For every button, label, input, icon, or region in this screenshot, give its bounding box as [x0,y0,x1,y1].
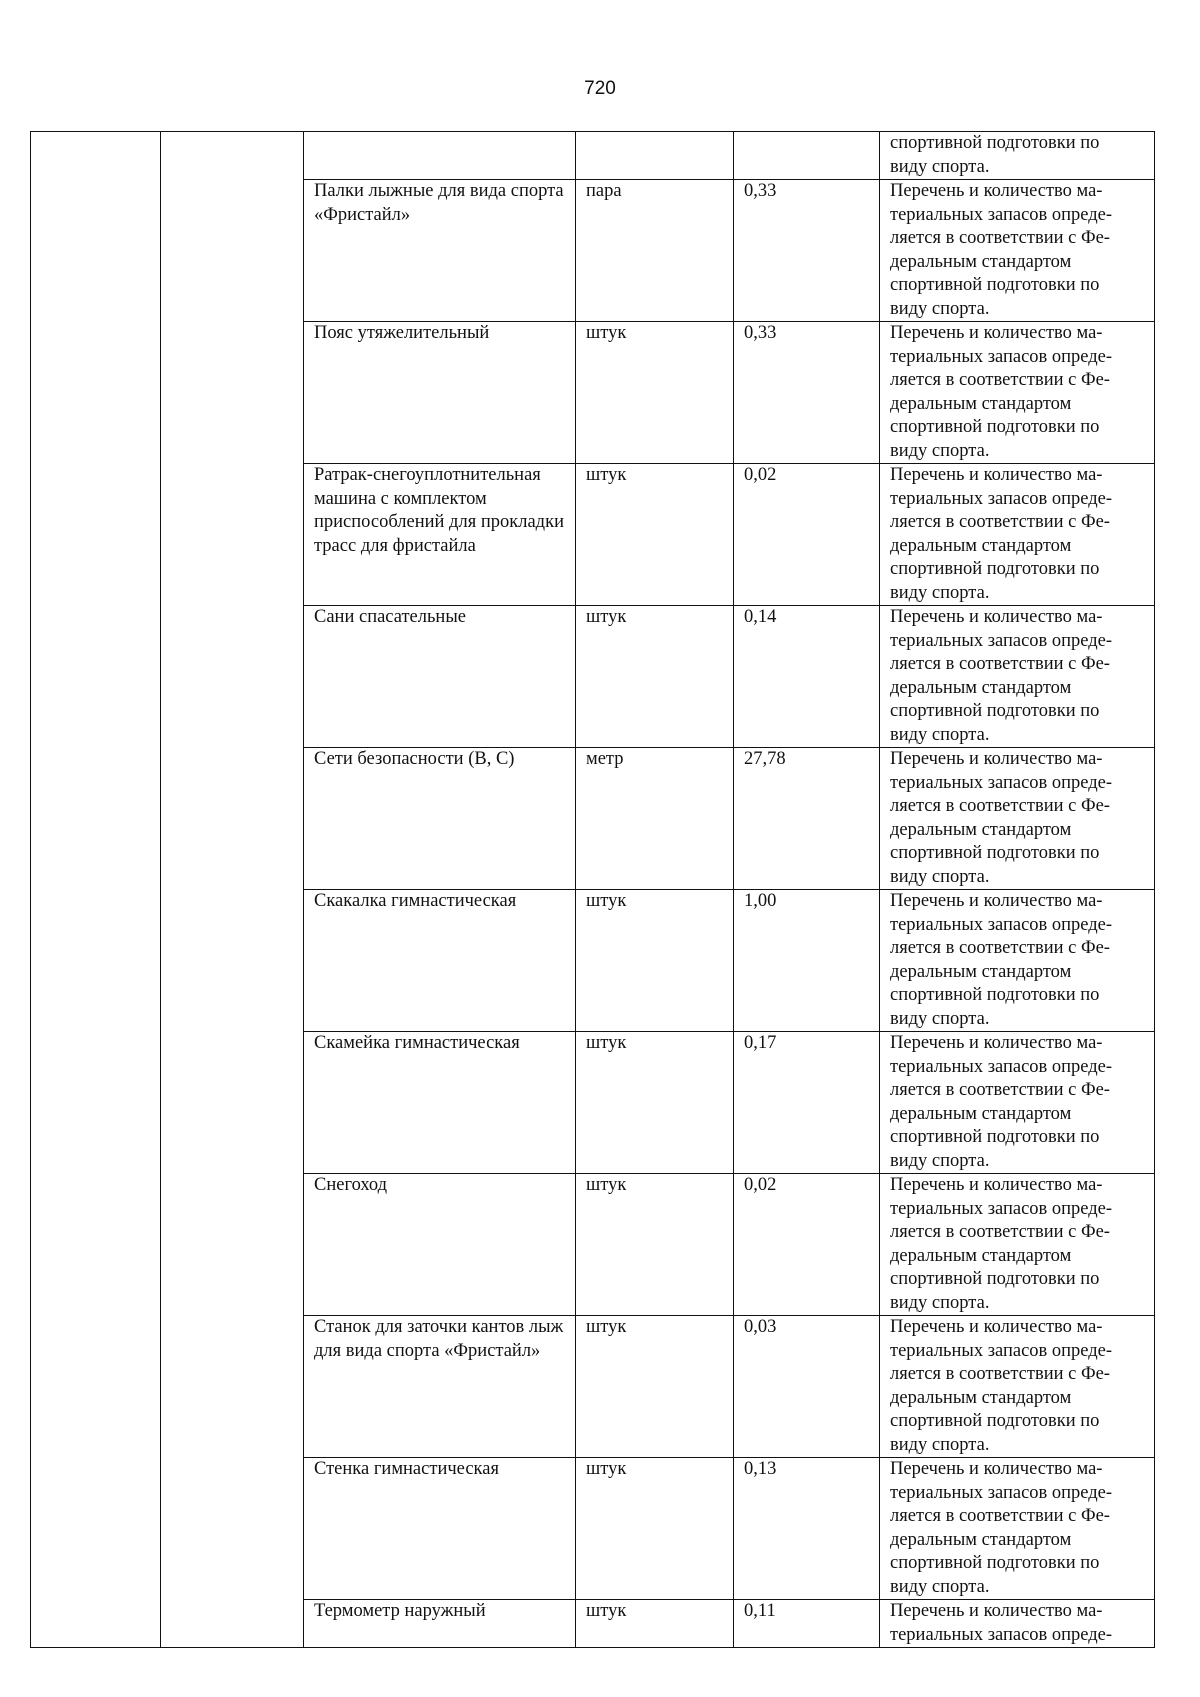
note-line: Перечень и количество ма- [890,1601,1103,1621]
note-line: Перечень и количество ма- [890,181,1103,201]
note-cell [880,1032,1155,1174]
note-line: Перечень и количество ма- [890,1175,1103,1195]
name-cell: Скамейка гимнастическая [304,1032,576,1174]
quantity-cell: 0,14 [734,606,880,748]
note-cell [880,748,1155,890]
name-cell [304,132,576,180]
note-line: ляется в соответствии с Фе- [890,512,1110,532]
equipment-table [30,131,1155,1648]
note-line: виду спорта. [890,582,990,603]
note-cell [880,606,1155,748]
note-line: териальных запасов опреде- [890,772,1113,793]
note-line: спортивной подготовки по [890,843,1100,863]
quantity-cell [734,132,880,180]
quantity-cell: 0,33 [734,180,880,322]
note-line: Перечень и количество ма- [890,465,1103,485]
note-line: ляется в соответствии с Фе- [890,1506,1110,1526]
note-line: териальных запасов опреде- [890,346,1113,367]
unit-cell: штук [576,1032,734,1174]
name-cell: Палки лыжные для вида спорта «Фристайл» [304,180,576,322]
note-line: виду спорта. [890,1150,990,1171]
note-line: спортивной подготовки по [890,1127,1100,1147]
quantity-cell: 27,78 [734,748,880,890]
note-line: териальных запасов опреде- [890,1624,1113,1645]
note-line: ляется в соответствии с Фе- [890,796,1110,816]
note-line: териальных запасов опреде- [890,914,1113,935]
note-line: деральным стандартом [890,393,1072,414]
note-line: Перечень и количество ма- [890,749,1103,769]
note-line: деральным стандартом [890,1387,1072,1408]
note-line: спортивной подготовки по [890,559,1100,579]
note-cell [880,890,1155,1032]
unit-cell: метр [576,748,734,890]
quantity-cell: 1,00 [734,890,880,1032]
quantity-cell: 0,03 [734,1316,880,1458]
note-line: виду спорта. [890,1292,990,1313]
note-line: Перечень и количество ма- [890,1317,1103,1337]
name-cell: Ратрак-снегоуплотнительная машина с комплектом приспособлений для прокладки трасс для фристайла [304,464,576,606]
unit-cell: штук [576,890,734,1032]
unit-cell: штук [576,1458,734,1600]
table-row-continuation [31,132,1155,180]
quantity-cell: 0,13 [734,1458,880,1600]
quantity-cell: 0,11 [734,1600,880,1648]
name-cell: Пояс утяжелительный [304,322,576,464]
note-line: спортивной подготовки по [890,133,1100,153]
table-body [31,132,1155,1648]
note-line: деральным стандартом [890,819,1072,840]
note-line: виду спорта. [890,1008,990,1029]
note-line: Перечень и количество ма- [890,891,1103,911]
unit-cell: штук [576,464,734,606]
note-line: спортивной подготовки по [890,985,1100,1005]
note-line: спортивной подготовки по [890,1411,1100,1431]
note-cell [880,464,1155,606]
note-line: виду спорта. [890,724,990,745]
unit-cell [576,132,734,180]
note-line: Перечень и количество ма- [890,323,1103,343]
note-line: териальных запасов опреде- [890,1340,1113,1361]
name-cell: Скакалка гимнастическая [304,890,576,1032]
quantity-cell: 0,02 [734,464,880,606]
unit-cell: штук [576,606,734,748]
unit-cell: штук [576,1600,734,1648]
note-cell [880,180,1155,322]
quantity-cell: 0,17 [734,1032,880,1174]
merged-column-1 [31,132,161,1648]
note-line: виду спорта. [890,1576,990,1597]
note-line: ляется в соответствии с Фе- [890,938,1110,958]
note-line: спортивной подготовки по [890,417,1100,437]
note-cell [880,1458,1155,1600]
note-line: ляется в соответствии с Фе- [890,370,1110,390]
note-cell [880,1316,1155,1458]
unit-cell: штук [576,1316,734,1458]
note-line: деральным стандартом [890,1103,1072,1124]
note-line: териальных запасов опреде- [890,488,1113,509]
note-line: деральным стандартом [890,961,1072,982]
note-line: виду спорта. [890,298,990,319]
note-cell [880,322,1155,464]
note-line: спортивной подготовки по [890,701,1100,721]
merged-column-2 [161,132,304,1648]
note-line: Перечень и количество ма- [890,1459,1103,1479]
note-line: Перечень и количество ма- [890,1033,1103,1053]
note-line: териальных запасов опреде- [890,204,1113,225]
unit-cell: пара [576,180,734,322]
quantity-cell: 0,02 [734,1174,880,1316]
name-cell: Сети безопасности (B, C) [304,748,576,890]
note-line: деральным стандартом [890,1245,1072,1266]
note-line: Перечень и количество ма- [890,607,1103,627]
unit-cell: штук [576,322,734,464]
name-cell: Снегоход [304,1174,576,1316]
note-cell [880,1174,1155,1316]
name-cell: Станок для заточки кантов лыж для вида спорта «Фристайл» [304,1316,576,1458]
note-cell [880,1600,1155,1648]
name-cell: Сани спасательные [304,606,576,748]
note-line: виду спорта. [890,1434,990,1455]
note-line: деральным стандартом [890,535,1072,556]
name-cell: Стенка гимнастическая [304,1458,576,1600]
note-line: териальных запасов опреде- [890,1056,1113,1077]
page-number: 720 [584,78,616,99]
note-line: деральным стандартом [890,677,1072,698]
note-line: спортивной подготовки по [890,1269,1100,1289]
note-line: ляется в соответствии с Фе- [890,1080,1110,1100]
unit-cell: штук [576,1174,734,1316]
note-cell [880,132,1155,180]
note-line: териальных запасов опреде- [890,1482,1113,1503]
note-line: виду спорта. [890,866,990,887]
note-line: ляется в соответствии с Фе- [890,654,1110,674]
quantity-cell: 0,33 [734,322,880,464]
note-line: ляется в соответствии с Фе- [890,1222,1110,1242]
note-line: деральным стандартом [890,1529,1072,1550]
note-line: ляется в соответствии с Фе- [890,1364,1110,1384]
note-line: ляется в соответствии с Фе- [890,228,1110,248]
note-line: деральным стандартом [890,251,1072,272]
note-line: териальных запасов опреде- [890,1198,1113,1219]
name-cell: Термометр наружный [304,1600,576,1648]
note-line: спортивной подготовки по [890,1553,1100,1573]
note-line: виду спорта. [890,156,990,177]
note-line: териальных запасов опреде- [890,630,1113,651]
note-line: спортивной подготовки по [890,275,1100,295]
note-line: виду спорта. [890,440,990,461]
